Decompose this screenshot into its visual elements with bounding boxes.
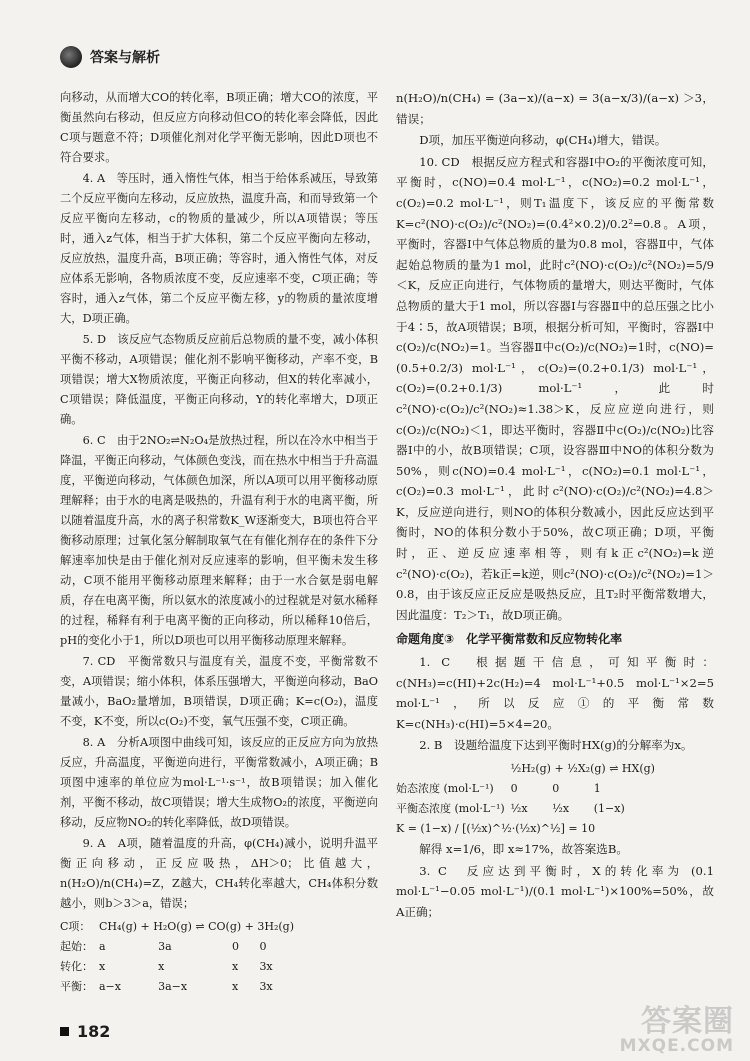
section-title: 命题角度③ 化学平衡常数和反应物转化率	[396, 632, 623, 647]
cell: 3x	[259, 980, 273, 993]
cell: 0	[552, 782, 560, 795]
cell: x	[231, 960, 239, 973]
paragraph: n(H₂O)/n(CH₄) = (3a−x)/(a−x) = 3(a−x/3)/(a−x) ＞3，错误；	[396, 91, 714, 126]
paragraph: 8. A 分析A项图中曲线可知，该反应的正反应方向为放热反应，升高温度，平衡逆向进行，平衡常数减小，A项正确；B项图中速率的单位应为mol·L⁻¹·s⁻¹，故B项错误；加入催化剂，平衡不移动，故C项错误；增大生成物O₂的浓度，平衡逆向移动，反应物NO₂的转化率降低，故D项错误。	[60, 736, 378, 829]
paragraph: 5. D 该反应气态物质反应前后总物质的量不变，减小体积平衡不移动，A项错误；催化剂不影响平衡移动，产率不变，B项错误；增大X物质浓度，平衡正向移动，但X的转化率减小，C项错误；降低温度，平衡正向移动，Y的转化率增大，D项正确。	[60, 333, 378, 426]
paragraph: 解得 x=1/6，即 x≈17%，故答案选B。	[419, 842, 628, 856]
equilibrium-constant-expression: K = (1−x) / [(½x)^½·(½x)^½] = 10	[396, 822, 596, 835]
reaction-equation: CH₄(g) + H₂O(g) ⇌ CO(g) + 3H₂(g)	[99, 920, 295, 933]
paragraph: 3. C 反应达到平衡时，X的转化率为 (0.1 mol·L⁻¹−0.05 mol·L⁻¹)/(0.1 mol·L⁻¹)×100%=50%，故A正确；	[396, 863, 714, 919]
page-header	[60, 46, 160, 68]
left-column	[60, 88, 378, 997]
cell: 0	[510, 782, 518, 795]
cell: (1−x)	[593, 802, 625, 815]
reaction-label: C项：	[60, 920, 91, 933]
page-footer	[60, 1022, 110, 1041]
paragraph: 2. B 设题给温度下达到平衡时HX(g)的分解率为x。	[419, 738, 693, 753]
cell: 3a	[158, 940, 172, 953]
cell: a	[99, 940, 106, 953]
right-column	[396, 88, 714, 922]
row-label: 转化：	[60, 960, 93, 973]
cell: 3a−x	[158, 980, 188, 993]
square-bullet-icon	[60, 1027, 69, 1036]
cell: 1	[593, 782, 601, 795]
paragraph: 1. C 根据题干信息，可知平衡时：c(NH₃)=c(HI)+2c(H₂)=4 mol·L⁻¹+0.5 mol·L⁻¹×2=5 mol·L⁻¹，所以反应①的平衡常数K=c(NH₃)·c(HI)=5×4=20。	[396, 655, 714, 731]
table-row	[60, 937, 300, 957]
table-row	[60, 977, 300, 997]
table-row	[396, 779, 661, 799]
paragraph: 9. A A项，随着温度的升高，φ(CH₄)减小，说明升温平衡正向移动，正反应吸热，ΔH＞0；比值越大，n(H₂O)/n(CH₄)=Z，Z越大，CH₄转化率越大，CH₄体积分数越小，则b＞3＞a，错误；	[60, 837, 378, 910]
reaction-equation: ½H₂(g) + ½X₂(g) ⇌ HX(g)	[510, 762, 655, 775]
table-row	[60, 957, 300, 977]
cell: 0	[259, 940, 267, 953]
row-label: 平衡态浓度 (mol·L⁻¹)	[396, 802, 505, 815]
page-number: 182	[77, 1022, 111, 1041]
header-title: 答案与解析	[90, 50, 160, 66]
cell: ½x	[552, 802, 570, 815]
paragraph: D项，加压平衡逆向移动，φ(CH₄)增大，错误。	[419, 133, 667, 148]
cell: a−x	[99, 980, 121, 993]
row-label: 始态浓度 (mol·L⁻¹)	[396, 782, 494, 795]
cell: 0	[231, 940, 239, 953]
cell: ½x	[510, 802, 528, 815]
reaction-table-2	[396, 759, 714, 839]
row-label: 平衡：	[60, 980, 93, 993]
paragraph: 10. CD 根据反应方程式和容器Ⅰ中O₂的平衡浓度可知，平衡时，c(NO)=0.4 mol·L⁻¹，c(NO₂)=0.2 mol·L⁻¹，c(O₂)=0.2 mol·L⁻¹，则T₁温度下，该反应的平衡常数K=c²(NO)·c(O₂)/c²(NO₂)=(0.4²×0.2)/0.2²=0.8。A项，平衡时，容器Ⅰ中气体总物质的量为0.8 mol，容器Ⅱ中，气体起始总物质的量为1 mol，此时c²(NO)·c(O₂)/c²(NO₂)=5/9＜K，反应正向进行，气体物质的量增大，则达平衡时，气体总物质的量大于1 mol，所以容器Ⅰ与容器Ⅱ中的总压强之比小于4∶5，故A项错误；B项，根据分析可知，平衡时，容器Ⅰ中c(O₂)/c(NO₂)=1。当容器Ⅱ中c(O₂)/c(NO₂)=1时，c(NO)=(0.5+0.2/3) mol·L⁻¹，c(O₂)=(0.2+0.1/3) mol·L⁻¹，c(O₂)=(0.2+0.1/3) mol·L⁻¹，此时c²(NO)·c(O₂)/c²(NO₂)≈1.38＞K，反应应逆向进行，则c(O₂)/c(NO₂)＜1，即达平衡时，容器Ⅱ中c(O₂)/c(NO₂)比容器Ⅰ中的小，故B项错误；C项，设容器Ⅲ中NO的体积分数为50%，则c(NO)=0.4 mol·L⁻¹，c(NO₂)=0.1 mol·L⁻¹，c(O₂)=0.3 mol·L⁻¹，此时c²(NO)·c(O₂)/c²(NO₂)=4.8＞K，反应逆向进行，则NO的体积分数减小，因此反应达到平衡时，NO的体积分数小于50%，故C项正确；D项，平衡时，正、逆反应速率相等，则有k正c²(NO₂)=k逆c²(NO)·c(O₂)，若k正=k逆，则c²(NO)·c(O₂)/c²(NO₂)=1＞0.8，由于该反应正反应是吸热反应，且T₂时平衡常数增大，因此温度：T₂＞T₁，故D项正确。	[396, 154, 714, 622]
cell: x	[99, 960, 106, 973]
paragraph: 7. CD 平衡常数只与温度有关，温度不变，平衡常数不变，A项错误；缩小体积，体系压强增大，平衡逆向移动，BaO量减小，BaO₂量增加，B项错误，D项正确；K=c(O₂)，温度不变，K不变，所以c(O₂)不变，氧气压强不变，C项正确。	[60, 655, 378, 728]
cell: 3x	[259, 960, 273, 973]
paragraph: 4. A 等压时，通入惰性气体，相当于给体系减压，导致第二个反应平衡向左移动，反应放热，温度升高，和而导致第一个反应平衡向左移动，c的物质的量减少，所以A项错误；等压时，通入z气体，相当于扩大体积，第二个反应平衡向左移动，反应放热，温度升高，B项正确；等容时，通入惰性气体，对反应体系无影响，各物质浓度不变，反应速率不变，C项正确；等容时，通入z气体，第二个反应平衡左移，y的物质的量浓度增大，D项正确。	[60, 172, 378, 325]
cell: x	[158, 960, 165, 973]
paragraph: 6. C 由于2NO₂⇌N₂O₄是放热过程，所以在冷水中相当于降温，平衡正向移动，气体颜色变浅，而在热水中相当于升高温度，平衡逆向移动，气体颜色加深，所以A项可以用平衡移动原理解释；由于水的电离是吸热的，升温有利于水的电离平衡，所以随着温度升高，水的离子积常数K_W逐渐变大，B项也符合平衡移动原理；过氧化氢分解制取氧气在有催化剂存在的条件下分解速率加快是由于催化剂对反应速率的影响，但平衡未发生移动，C项不能用平衡移动原理来解释；由于一水合氨是弱电解质，存在电离平衡，所以氨水的浓度减小的过程就是对氨水稀释的过程，稀释有利于电离平衡的正向移动，所以稀释10倍后，pH的变化小于1，所以D项也可以用平衡移动原理来解释。	[60, 434, 378, 647]
reaction-table-1	[60, 917, 378, 997]
watermark	[619, 1004, 734, 1056]
book-logo-icon	[60, 46, 82, 68]
watermark-line-1: 答案圈	[641, 1004, 734, 1039]
paragraph: 向移动，从而增大CO的转化率，B项正确；增大CO的浓度，平衡虽然向右移动，但反应方向移动但CO的转化率会降低，因此C项与题意不符；D项催化剂对化学平衡无影响，因此D项也不符合要求。	[60, 91, 378, 164]
table-row	[396, 799, 661, 819]
watermark-line-2: MXQE.COM	[619, 1036, 734, 1056]
row-label: 起始：	[60, 940, 93, 953]
cell: x	[231, 980, 239, 993]
